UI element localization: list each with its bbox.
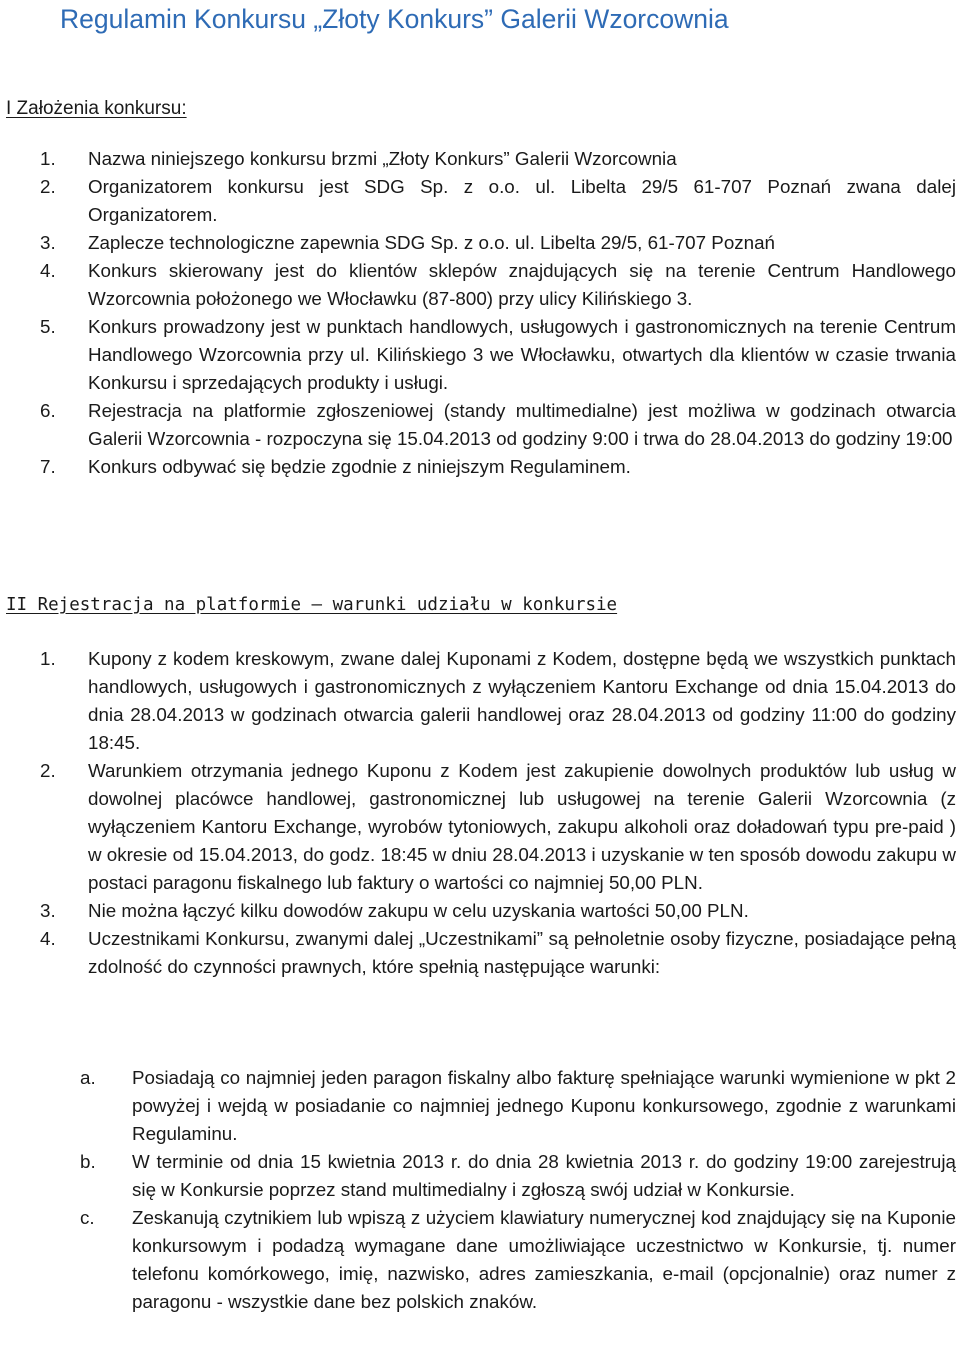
list-item [0,397,960,453]
item-letter: a. [80,1067,96,1088]
item-text: Nazwa niniejszego konkursu brzmi „Złoty Konkurs” Galerii Wzorcownia [88,148,677,169]
list-item [0,645,960,757]
item-number: 1. [40,148,56,169]
item-text: W terminie od dnia 15 kwietnia 2013 r. do dnia 28 kwietnia 2013 r. do godziny 19:00 zarejestrują się w Konkursie poprzez stand multimedialny i zgłoszą swój udział w Konkursie. [132,1151,956,1200]
list-item [0,453,960,481]
item-number: 3. [40,232,56,253]
list-item [0,925,960,981]
section-1-list [0,145,960,481]
item-number: 3. [40,900,56,921]
list-item [0,313,960,397]
section-2-list [0,645,960,981]
item-number: 6. [40,400,56,421]
item-text: Uczestnikami Konkursu, zwanymi dalej „Uczestnikami” są pełnoletnie osoby fizyczne, posiadające pełną zdolność do czynności prawnych, które spełnią następujące warunki: [88,928,956,977]
sub-list-item [0,1064,960,1148]
list-item [0,173,960,229]
section-1-heading: I Założenia konkursu: [6,98,187,119]
item-number: 5. [40,316,56,337]
list-item [0,757,960,897]
sub-list-item [0,1148,960,1204]
list-item [0,257,960,313]
item-text: Zeskanują czytnikiem lub wpiszą z użyciem klawiatury numerycznej kod znajdujący się na Kuponie konkursowym i podadzą wymagane dane umożliwiające uczestnictwo w Konkursie, tj. numer telefonu komórkowego, imię, nazwisko, adres zamieszkania, e-mail (opcjonalnie) oraz numer z paragonu - wszystkie dane bez polskich znaków. [132,1207,956,1312]
item-text: Zaplecze technologiczne zapewnia SDG Sp. z o.o. ul. Libelta 29/5, 61-707 Poznań [88,232,775,253]
item-text: Organizatorem konkursu jest SDG Sp. z o.o. ul. Libelta 29/5 61-707 Poznań zwana dalej Organizatorem. [88,176,956,225]
item-text: Konkurs prowadzony jest w punktach handlowych, usługowych i gastronomicznych na terenie Centrum Handlowego Wzorcownia przy ul. Kilińskiego 3 we Włocławku, otwartych dla klientów w czasie trwania Konkursu i sprzedających produkty i usługi. [88,316,956,393]
item-number: 4. [40,260,56,281]
list-item [0,897,960,925]
item-text: Nie można łączyć kilku dowodów zakupu w celu uzyskania wartości 50,00 PLN. [88,900,749,921]
item-text: Rejestracja na platformie zgłoszeniowej (standy multimedialne) jest możliwa w godzinach otwarcia Galerii Wzorcownia - rozpoczyna się 15.04.2013 od godziny 9:00 i trwa do 28.04.2013 do godziny 19:00 [88,400,956,449]
item-text: Warunkiem otrzymania jednego Kuponu z Kodem jest zakupienie dowolnych produktów lub usług w dowolnej placówce handlowej, gastronomicznej lub usługowej na terenie Galerii Wzorcownia (z wyłączeniem Kantoru Exchange, wyrobów tytoniowych, zakupu alkoholi oraz doładowań typu pre-paid ) w okresie od 15.04.2013, do godz. 18:45 w dniu 28.04.2013 i uzyskanie w ten sposób dowodu zakupu w postaci paragonu fiskalnego lub faktury o wartości co najmniej 50,00 PLN. [88,760,956,893]
list-item [0,229,960,257]
item-letter: c. [80,1207,95,1228]
item-number: 2. [40,176,56,197]
section-2-heading: II Rejestracja na platformie – warunki udziału w konkursie [6,595,618,615]
item-letter: b. [80,1151,96,1172]
list-item [0,145,960,173]
item-text: Konkurs odbywać się będzie zgodnie z niniejszym Regulaminem. [88,456,631,477]
section-2-sublist [0,1064,960,1316]
item-number: 4. [40,928,56,949]
item-number: 2. [40,760,56,781]
sub-list-item [0,1204,960,1316]
item-number: 7. [40,456,56,477]
document-title: Regulamin Konkursu „Złoty Konkurs” Galerii Wzorcownia [60,4,729,34]
item-text: Posiadają co najmniej jeden paragon fiskalny albo fakturę spełniające warunki wymienione w pkt 2 powyżej i wejdą w posiadanie co najmniej jednego Kuponu konkursowego, zgodnie z warunkami Regulaminu. [132,1067,956,1144]
item-number: 1. [40,648,56,669]
item-text: Kupony z kodem kreskowym, zwane dalej Kuponami z Kodem, dostępne będą we wszystkich punktach handlowych, usługowych i gastronomicznych z wyłączeniem Kantoru Exchange od dnia 15.04.2013 do dnia 28.04.2013 w godzinach otwarcia galerii handlowej oraz 28.04.2013 od godziny 11:00 do godziny 18:45. [88,648,956,753]
item-text: Konkurs skierowany jest do klientów sklepów znajdujących się na terenie Centrum Handlowego Wzorcownia położonego we Włocławku (87-800) przy ulicy Kilińskiego 3. [88,260,956,309]
